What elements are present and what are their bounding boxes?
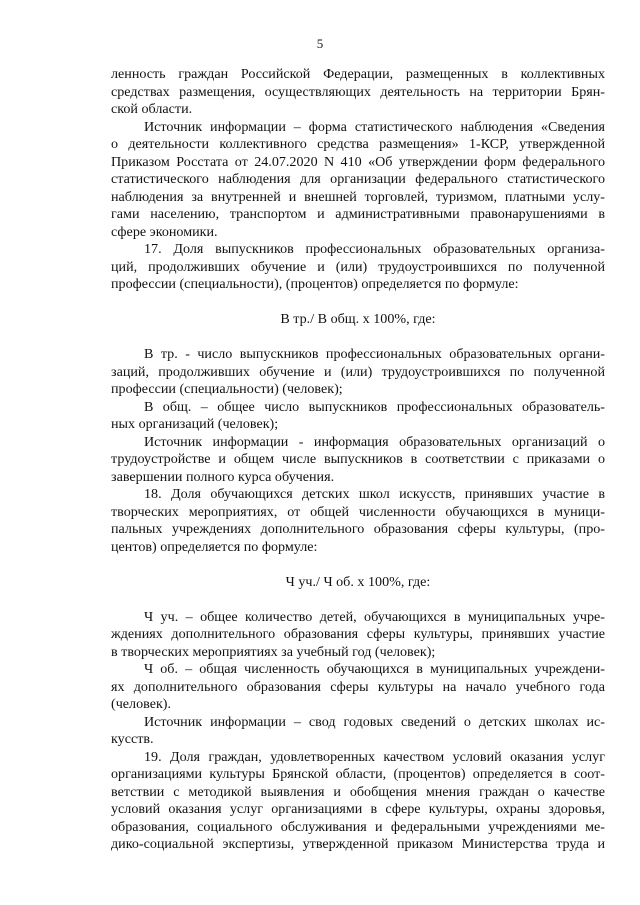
text-line: центов) определяется по формуле: (111, 538, 318, 555)
paragraph-first-line: Ч уч. – общее количество детей, обучающихся в муниципальных учре- (144, 608, 605, 625)
paragraph-first-line: 19. Доля граждан, удовлетворенных качеством условий оказания услуг (144, 748, 605, 765)
text-line: сфере экономики. (111, 223, 218, 240)
text-line: (человек). (111, 696, 172, 712)
paragraph-first-line: В общ. – общее число выпускников профессиональных образователь- (144, 398, 605, 415)
text-line: Приказом Росстата от 24.07.2020 N 410 «Об утверждении форм федерального (111, 153, 605, 170)
text-line: ных организаций (человек); (111, 416, 279, 432)
text-line: гами населению, транспортом и административными правонарушениями в (111, 206, 605, 222)
text-line: в творческих мероприятиях за учебный год (человек); (111, 643, 436, 660)
paragraph-first-line: Ч об. – общая численность обучающихся в муниципальных учреждени- (144, 661, 605, 677)
text-line: пальных учреждениях дополнительного образования сферы культуры, (про- (111, 521, 605, 537)
spacer (111, 556, 605, 574)
text-line: профессии (специальности) (человек); (111, 381, 343, 397)
text-line: ях дополнительного образования сферы культуры на начало учебного года (111, 678, 605, 695)
text-line: наблюдения за внутренней и внешней торговлей, туризмом, платными услу- (111, 188, 605, 205)
text-line: ветствии с методикой выявления и обобщения мнения граждан о качестве (111, 783, 605, 800)
paragraph-first-line: Источник информации – свод годовых сведений о детских школах ис- (144, 713, 605, 730)
text-line: образования, социального обслуживания и федеральными учреждениями ме- (111, 818, 605, 835)
text-line: дико-социальной экспертизы, утвержденной приказом Министерства труда и (111, 836, 605, 852)
paragraph-first-line: В тр. - число выпускников профессиональных образовательных органи- (144, 346, 605, 362)
text-line: о деятельности коллективного средства размещения» 1-КСР, утвержденной (111, 136, 605, 152)
text-line: организациями культуры Брянской области, (процентов) определяется в соот- (111, 766, 605, 782)
formula-18: Ч уч./ Ч об. х 100%, где: (285, 573, 431, 590)
text-line: трудоустройстве и общем числе выпускников в соответствии с приказами о (111, 451, 605, 467)
spacer (111, 329, 605, 347)
spacer (111, 294, 605, 312)
text-line: завершении полного курса обучения. (111, 468, 335, 485)
text-line: творческих мероприятиях, от общей численности обучающихся в муници- (111, 503, 605, 520)
paragraph-first-line: Источник информации – форма статистического наблюдения «Сведения (144, 118, 605, 135)
document-body (111, 66, 605, 854)
text-line: кусств. (111, 731, 154, 747)
text-line: статистического наблюдения для организации федерального статистического (111, 171, 605, 187)
paragraph-first-line: 17. Доля выпускников профессиональных образовательных организа- (144, 241, 605, 257)
text-line: ций, продолживших обучение и (или) трудоустроившихся по полученной (111, 258, 605, 275)
text-line: ленность граждан Российской Федерации, размещенных в коллективных (111, 66, 605, 82)
text-line: ской области. (111, 101, 193, 117)
text-line: заций, продолживших обучение и (или) трудоустроившихся по полученной (111, 363, 605, 380)
text-line: профессии (специальности), (процентов) определяется по формуле: (111, 276, 519, 292)
page-number: 5 (316, 36, 324, 51)
text-line: ждениях дополнительного образования сферы культуры, принявших участие (111, 626, 605, 642)
spacer (111, 591, 605, 609)
text-line: средствах размещения, осуществляющих деятельность на территории Брян- (111, 83, 605, 100)
formula-18: В тр./ В общ. х 100%, где: (280, 311, 436, 327)
paragraph-first-line: 18. Доля обучающихся детских школ искусств, принявших участие в (144, 486, 605, 502)
paragraph-first-line: Источник информации - информация образовательных организаций о (144, 433, 605, 450)
text-line: условий оказания услуг организациями в сфере культуры, охраны здоровья, (111, 801, 605, 817)
